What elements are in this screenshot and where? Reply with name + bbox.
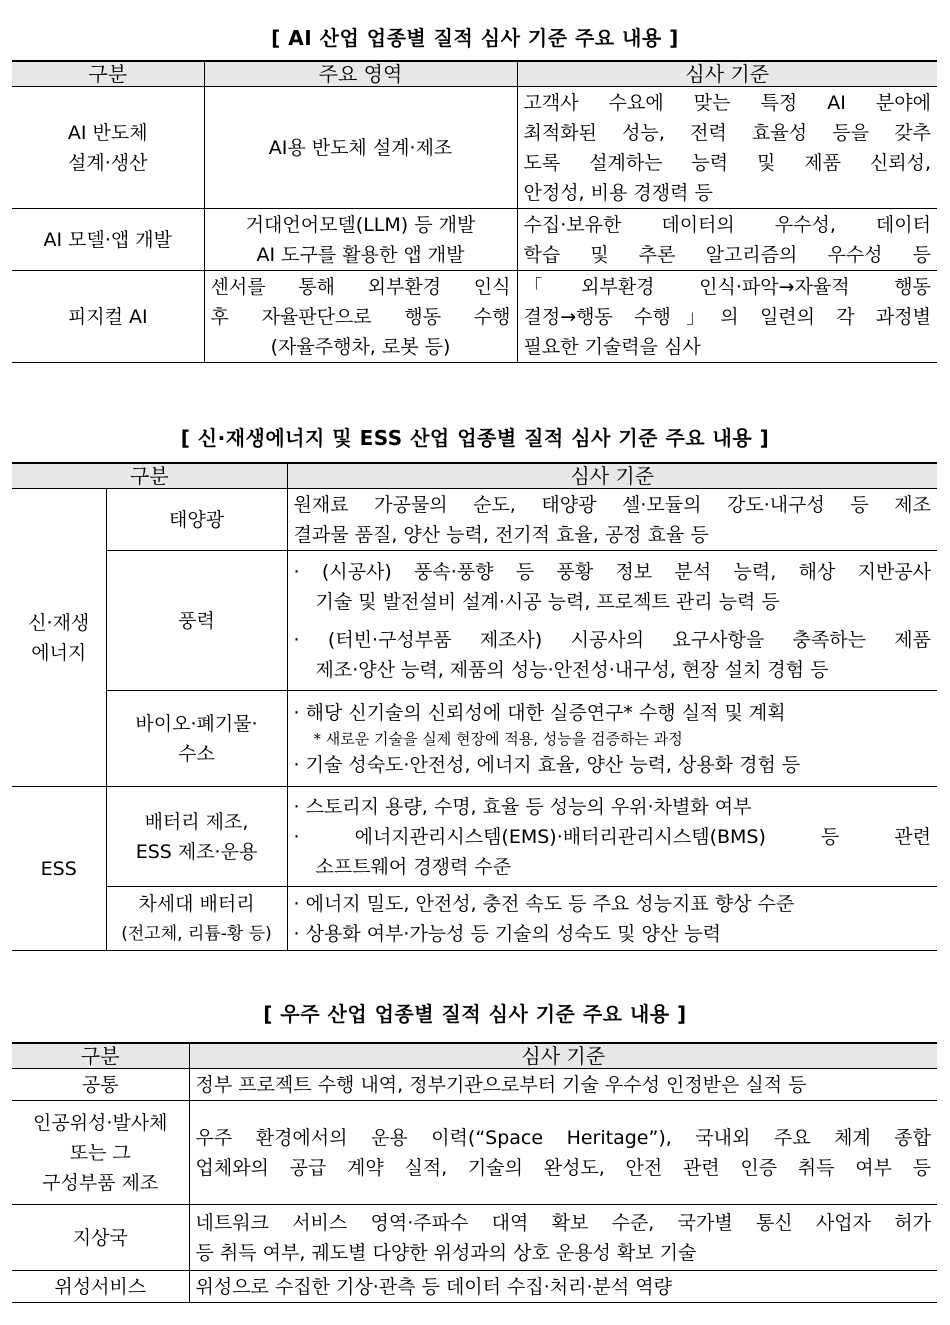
- subcategory-label: 바이오·폐기물·: [135, 712, 258, 735]
- criteria-cell: [189, 1271, 937, 1303]
- energy-table-title: [ 신·재생에너지 및 ESS 산업 업종별 질적 심사 기준 주요 내용 ]: [180, 426, 770, 450]
- criteria-line: 소프트웨어 경쟁력 수준: [315, 855, 512, 878]
- criteria-line: 등 취득 여부, 궤도별 다양한 위성과의 상호 운용성 확보 기술: [195, 1241, 697, 1264]
- table-row: [12, 887, 937, 951]
- category-label: 구성부품 제조: [42, 1171, 159, 1194]
- header-category: 구분: [12, 61, 204, 87]
- criteria-bullet: · 기술 성숙도·안전성, 에너지 효율, 양산 능력, 상용화 경험 등: [293, 753, 801, 776]
- header-criteria: 심사 기준: [189, 1043, 937, 1069]
- criteria-line: 필요한 기술력을 심사: [523, 335, 701, 358]
- table-row: [12, 271, 937, 363]
- criteria-line: 수집·보유한 데이터의 우수성, 데이터: [523, 213, 931, 236]
- criteria-cell: [517, 209, 937, 271]
- subcategory-label: (전고체, 리튬-황 등): [121, 923, 272, 944]
- category-cell: [12, 271, 204, 363]
- criteria-bullet: · (시공사) 풍속·풍향 등 풍황 정보 분석 능력, 해상 지반공사: [293, 560, 932, 583]
- subcategory-label: ESS 제조·운용: [135, 840, 258, 863]
- group-label: 에너지: [31, 641, 87, 664]
- category-label: 설계·생산: [68, 151, 148, 174]
- area-text: 거대언어모델(LLM) 등 개발: [245, 213, 476, 236]
- criteria-cell: [287, 489, 937, 551]
- table-row: [12, 1101, 937, 1205]
- criteria-bullet: · 에너지관리시스템(EMS)·배터리관리시스템(BMS) 등 관련: [293, 825, 932, 848]
- header-category: 구분: [12, 463, 287, 489]
- header-area: 주요 영역: [204, 61, 517, 87]
- criteria-bullet: · 상용화 여부·가능성 등 기술의 성숙도 및 양산 능력: [293, 922, 721, 945]
- criteria-line: 결정→행동 수행」의 일련의 각 과정별: [523, 305, 931, 328]
- criteria-line: 「외부환경 인식·파악→자율적 행동: [523, 275, 931, 298]
- criteria-cell: [517, 271, 937, 363]
- criteria-cell: [517, 87, 937, 209]
- subcategory-cell: [106, 489, 287, 551]
- criteria-line: 정부 프로젝트 수행 내역, 정부기관으로부터 기술 우수성 인정받은 실적 등: [195, 1073, 807, 1096]
- subcategory-label: 배터리 제조,: [144, 810, 249, 833]
- category-label: 공통: [81, 1073, 119, 1096]
- area-text: 후 자율판단으로 행동 수행: [210, 305, 511, 328]
- area-text: AI 도구를 활용한 앱 개발: [256, 243, 465, 266]
- table-row: [12, 1069, 937, 1101]
- criteria-bullet: · (터빈·구성부품 제조사) 시공사의 요구사항을 충족하는 제품: [293, 628, 932, 651]
- criteria-line: 제조·양산 능력, 제품의 성능·안전성·내구성, 현장 설치 경험 등: [315, 658, 829, 681]
- area-cell: [204, 209, 517, 271]
- subcategory-label: 풍력: [178, 609, 215, 632]
- space-table-title: [ 우주 산업 업종별 질적 심사 기준 주요 내용 ]: [263, 1002, 687, 1026]
- table-row: [12, 1205, 937, 1271]
- subcategory-cell: [106, 691, 287, 787]
- criteria-line: 최적화된 성능, 전력 효율성 등을 갖추: [523, 121, 931, 144]
- criteria-line: 업체와의 공급 계약 실적, 기술의 완성도, 안전 관련 인증 취득 여부 등: [195, 1156, 931, 1179]
- category-cell: [12, 87, 204, 209]
- criteria-line: 고객사 수요에 맞는 특정 AI 분야에: [523, 91, 931, 114]
- criteria-cell: [287, 691, 937, 787]
- category-label: 위성서비스: [54, 1275, 147, 1298]
- table-row: [12, 209, 937, 271]
- area-text: 센서를 통해 외부환경 인식: [210, 275, 511, 298]
- category-cell: [12, 1069, 189, 1101]
- criteria-line: 네트워크 서비스 영역·주파수 대역 확보 수준, 국가별 통신 사업자 허가: [195, 1211, 931, 1234]
- subcategory-label: 차세대 배터리: [138, 892, 255, 915]
- criteria-line: 원재료 가공물의 순도, 태양광 셀·모듈의 강도·내구성 등 제조: [293, 493, 932, 516]
- criteria-line: 결과물 품질, 양산 능력, 전기적 효율, 공정 효율 등: [293, 523, 709, 546]
- header-criteria: 심사 기준: [517, 61, 937, 87]
- criteria-bullet: · 스토리지 용량, 수명, 효율 등 성능의 우위·차별화 여부: [293, 795, 752, 818]
- table-row: [12, 551, 937, 691]
- header-category: 구분: [12, 1043, 189, 1069]
- criteria-line: 학습 및 추론 알고리즘의 우수성 등: [523, 243, 931, 266]
- table-row: [12, 489, 937, 551]
- group-cell-ess: [12, 787, 106, 951]
- table-row: [12, 691, 937, 787]
- category-cell: [12, 209, 204, 271]
- criteria-line: 도록 설계하는 능력 및 제품 신뢰성,: [523, 151, 931, 174]
- criteria-cell: [287, 551, 937, 691]
- category-label: 또는 그: [69, 1141, 131, 1164]
- category-label: 피지컬 AI: [67, 305, 148, 328]
- criteria-line: 위성으로 수집한 기상·관측 등 데이터 수집·처리·분석 역량: [195, 1275, 672, 1298]
- category-cell: [12, 1271, 189, 1303]
- criteria-cell: [287, 787, 937, 887]
- group-label: 신·재생: [28, 611, 90, 634]
- area-text: (자율주행차, 로봇 등): [270, 335, 451, 358]
- group-cell-renewable: [12, 489, 106, 787]
- table-row: [12, 87, 937, 209]
- space-criteria-table: [12, 1042, 937, 1303]
- area-cell: [204, 87, 517, 209]
- ai-table-title: [ AI 산업 업종별 질적 심사 기준 주요 내용 ]: [271, 26, 679, 50]
- criteria-line: 우주 환경에서의 운용 이력(“Space Heritage”), 국내외 주요 체계 종합: [195, 1126, 931, 1149]
- criteria-cell: [189, 1069, 937, 1101]
- table-row: [12, 787, 937, 887]
- criteria-cell: [189, 1101, 937, 1205]
- category-label: AI 모델·앱 개발: [43, 228, 172, 251]
- subcategory-label: 수소: [178, 742, 215, 765]
- subcategory-cell: [106, 887, 287, 951]
- criteria-cell: [287, 887, 937, 951]
- subcategory-label: 태양광: [168, 508, 225, 531]
- header-criteria: 심사 기준: [287, 463, 937, 489]
- criteria-bullet: · 해당 신기술의 신뢰성에 대한 실증연구* 수행 실적 및 계획: [293, 701, 786, 724]
- criteria-line: 안정성, 비용 경쟁력 등: [523, 181, 713, 204]
- footnote: * 새로운 기술을 실제 현장에 적용, 성능을 검증하는 과정: [313, 729, 683, 748]
- category-label: 인공위성·발사체: [32, 1111, 168, 1134]
- subcategory-cell: [106, 551, 287, 691]
- category-cell: [12, 1205, 189, 1271]
- energy-criteria-table: [12, 462, 937, 951]
- area-text: AI용 반도체 설계·제조: [268, 136, 453, 159]
- ai-criteria-table: [12, 60, 937, 363]
- criteria-line: 기술 및 발전설비 설계·시공 능력, 프로젝트 관리 능력 등: [315, 590, 780, 613]
- area-cell: [204, 271, 517, 363]
- criteria-cell: [189, 1205, 937, 1271]
- group-label: ESS: [40, 857, 77, 880]
- criteria-bullet: · 에너지 밀도, 안전성, 충전 속도 등 주요 성능지표 향상 수준: [293, 892, 795, 915]
- subcategory-cell: [106, 787, 287, 887]
- table-row: [12, 1271, 937, 1303]
- category-label: AI 반도체: [67, 121, 148, 144]
- category-label: 지상국: [72, 1226, 128, 1249]
- category-cell: [12, 1101, 189, 1205]
